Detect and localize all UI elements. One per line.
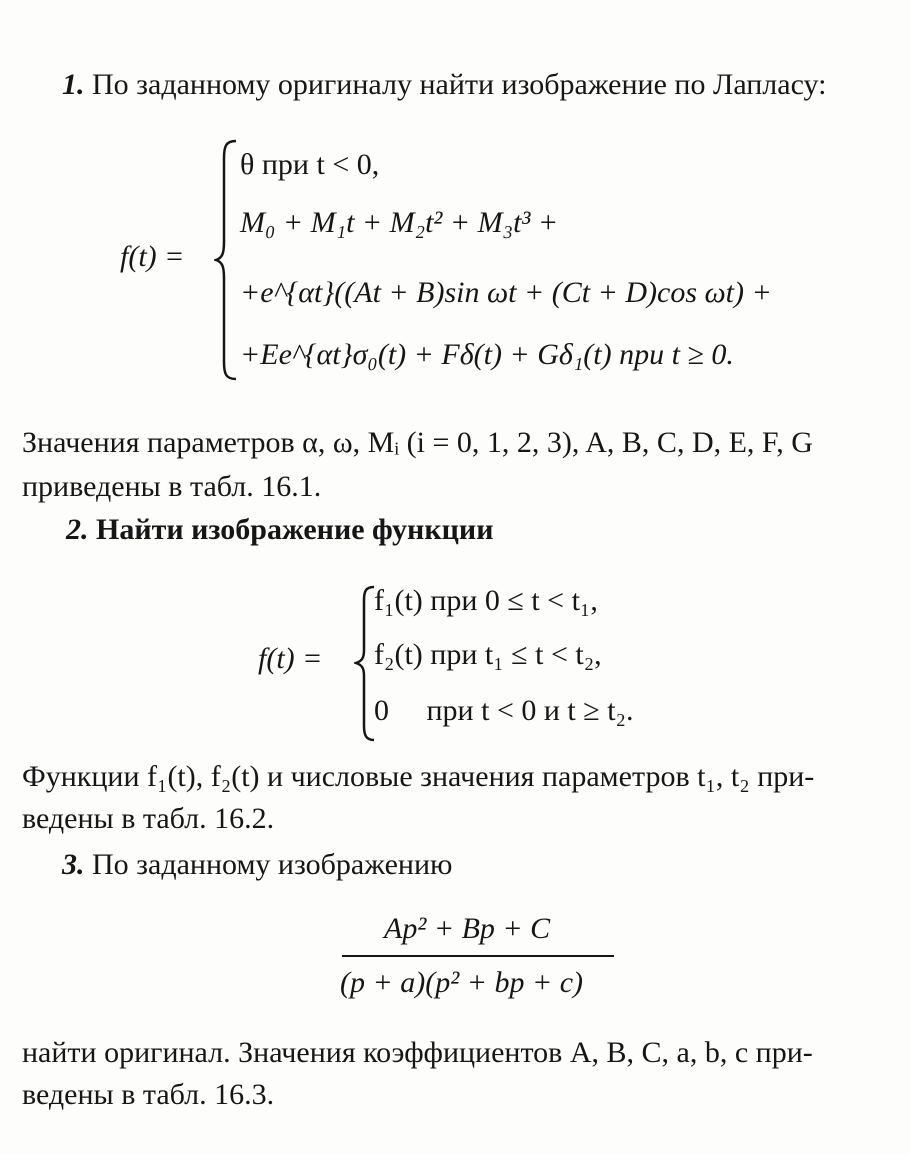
problem2-heading-text: Найти изображение функции (96, 513, 494, 546)
problem2-number: 2. (66, 513, 89, 546)
problem2-case-3: 0 при t < 0 и t ≥ t₂. (374, 694, 634, 727)
problem1-note-line-2: приведены в табл. 16.1. (22, 470, 322, 503)
problem1-heading-text: По заданному оригиналу найти изображение по Лапласу: (92, 68, 827, 101)
problem2-case-1: f₁(t) при 0 ≤ t < t₁, (374, 584, 598, 617)
problem3-number: 3. (62, 848, 85, 881)
problem1-left-brace (214, 138, 240, 382)
problem1-lhs: f(t) = (120, 240, 185, 273)
problem3-note-line-1: найти оригинал. Значения коэффициентов A, B, C, a, b, c при- (22, 1036, 813, 1069)
problem1-case-2: M₀ + M₁t + M₂t² + M₃t³ + (240, 206, 559, 239)
problem2-case-2: f₂(t) при t₁ ≤ t < t₂, (374, 638, 602, 671)
problem3-fraction-bar (342, 955, 614, 957)
problem2-note-line-2: ведены в табл. 16.2. (22, 802, 275, 835)
problem3-note-line-2: ведены в табл. 16.3. (22, 1078, 275, 1111)
problem2-heading (66, 513, 494, 547)
problem2-note-line-1: Функции f₁(t), f₂(t) и числовые значения параметров t₁, t₂ при- (22, 760, 815, 793)
problem1-note-line-1: Значения параметров α, ω, Mᵢ (i = 0, 1, 2, 3), A, B, C, D, E, F, G (22, 426, 813, 459)
problem3-denominator: (p + a)(p² + bp + c) (340, 966, 584, 999)
problem1-case-1: θ при t < 0, (240, 148, 380, 181)
problem3-heading (62, 848, 452, 882)
problem2-lhs: f(t) = (258, 642, 323, 675)
problem3-heading-text: По заданному изображению (92, 848, 453, 881)
problem3-numerator: Ap² + Bp + C (384, 912, 551, 945)
problem1-case-3: +e^{αt}((At + B)sin ωt + (Ct + D)cos ωt) + (240, 276, 772, 309)
problem1-case-4: +Ee^{αt}σ₀(t) + Fδ(t) + Gδ₁(t) при t ≥ 0. (240, 338, 734, 371)
problem1-heading (62, 68, 826, 102)
problem1-number: 1. (62, 68, 85, 101)
